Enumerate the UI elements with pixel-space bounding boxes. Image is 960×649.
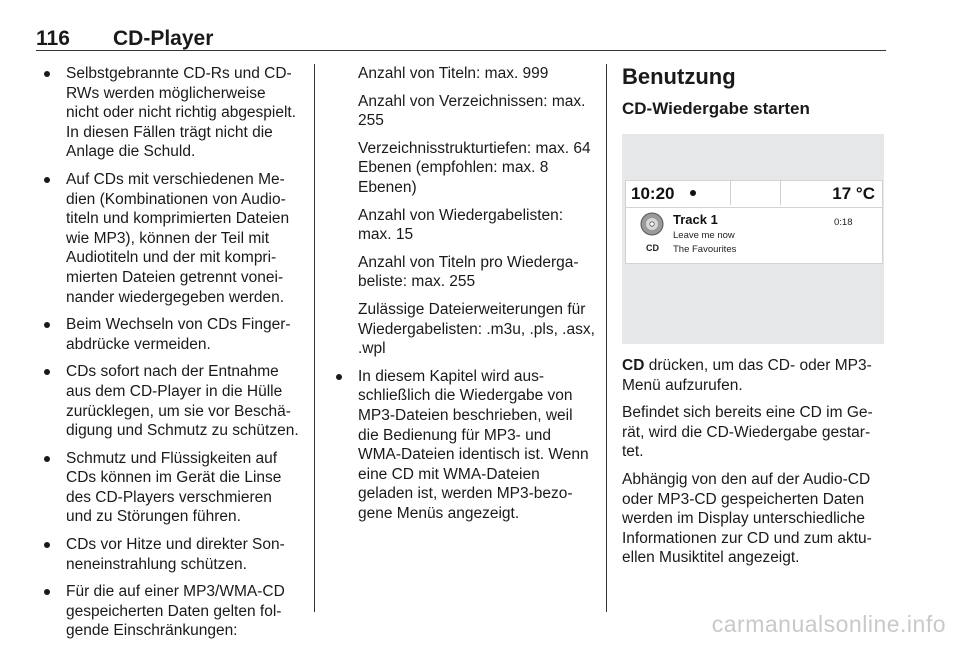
section-heading: Benutzung bbox=[622, 64, 736, 89]
limit-item: Zulässige Dateierweiterungen für Wiedergabelisten: .m3u, .pls, .asx, .wpl bbox=[358, 300, 595, 358]
paragraph-2: Befindet sich bereits eine CD im Gerät, wird die CD-Wiedergabe gestartet. bbox=[622, 404, 873, 461]
radio-display bbox=[625, 180, 883, 264]
display-artist: The Favourites bbox=[673, 244, 737, 255]
page-number: 116 bbox=[36, 27, 70, 50]
list-item: Selbstgebrannte CD-Rs und CD-RWs werden möglicherweise nicht oder nicht richtig abgespielt. In diesen Fällen trägt nicht die Anlage die Schuld. bbox=[40, 64, 302, 162]
subsection-heading: CD-Wiedergabe starten bbox=[622, 99, 810, 118]
list-item: Schmutz und Flüssigkeiten auf CDs können im Gerät die Linse des CD-Players verschmieren und zu Störungen führen. bbox=[40, 449, 302, 527]
paragraph-1-text: drücken, um das CD- oder MP3-Menü aufzurufen. bbox=[622, 357, 872, 394]
bullet-list bbox=[40, 64, 302, 641]
display-time: 10:20 bbox=[631, 184, 675, 203]
list-item: Auf CDs mit verschiedenen Medien (Kombinationen von Audiotiteln und komprimierten Dateien wie MP3), können der Teil mit Audiotiteln und der mit komprimierten Dateien getrennt voneinander wiedergegeben werden. bbox=[40, 170, 302, 307]
display-song: Leave me now bbox=[673, 230, 735, 241]
list-item: In diesem Kapitel wird ausschließlich die Wiedergabe von MP3-Dateien beschrieben, weil die Bedienung für MP3- und WMA-Dateien identisch ist. Wenn eine CD mit WMA-Dateien geladen ist, werden MP3-bezogene Menüs angezeigt. bbox=[332, 367, 596, 524]
list-item: CDs vor Hitze und direkter Sonneneinstrahlung schützen. bbox=[40, 535, 302, 574]
cd-key-label: CD bbox=[622, 357, 645, 374]
limit-item: Anzahl von Titeln pro Wiedergabeliste: max. 255 bbox=[358, 253, 579, 291]
chapter-title: CD-Player bbox=[113, 27, 214, 50]
list-item: CDs sofort nach der Entnahme aus dem CD-Player in die Hülle zurücklegen, um sie vor Beschädigung und Schmutz zu schützen. bbox=[40, 362, 302, 440]
display-separator bbox=[626, 207, 882, 208]
paragraph-3: Abhängig von den auf der Audio-CD oder MP3-CD gespeicherten Daten werden im Display unterschiedliche Informationen zur CD und zum aktuellen Musiktitel angezeigt. bbox=[622, 470, 872, 567]
limit-item: Verzeichnisstrukturtiefen: max. 64 Ebenen (empfohlen: max. 8 Ebenen) bbox=[358, 139, 591, 196]
display-divider bbox=[730, 181, 731, 205]
watermark: carmanualsonline.info bbox=[711, 611, 946, 637]
paragraph-1 bbox=[622, 356, 884, 395]
limit-item: Anzahl von Titeln: max. 999 bbox=[358, 65, 549, 82]
display-elapsed: 0:18 bbox=[834, 217, 853, 228]
record-dot-icon bbox=[690, 190, 696, 196]
list-item: Beim Wechseln von CDs Fingerabdrücke vermeiden. bbox=[40, 315, 302, 354]
list-item: Für die auf einer MP3/WMA-CD gespeicherten Daten gelten folgende Einschränkungen: bbox=[40, 582, 302, 641]
column-2 bbox=[332, 64, 596, 531]
limit-item: Anzahl von Wiedergabelisten: max. 15 bbox=[358, 206, 564, 244]
page-header bbox=[0, 0, 960, 52]
display-track: Track 1 bbox=[673, 212, 718, 227]
limits-list bbox=[332, 64, 596, 359]
header-rule bbox=[36, 50, 886, 51]
display-figure bbox=[622, 134, 884, 344]
column-divider-1 bbox=[314, 64, 315, 612]
display-temperature: 17 °C bbox=[832, 184, 875, 203]
display-source-label: CD bbox=[646, 243, 659, 253]
column-1 bbox=[40, 64, 302, 649]
cd-disc-icon bbox=[640, 212, 664, 236]
column-3 bbox=[622, 64, 884, 576]
bullet-list bbox=[332, 367, 596, 524]
display-divider bbox=[780, 181, 781, 205]
column-divider-2 bbox=[606, 64, 607, 612]
limit-item: Anzahl von Verzeichnissen: max. 255 bbox=[358, 92, 586, 130]
